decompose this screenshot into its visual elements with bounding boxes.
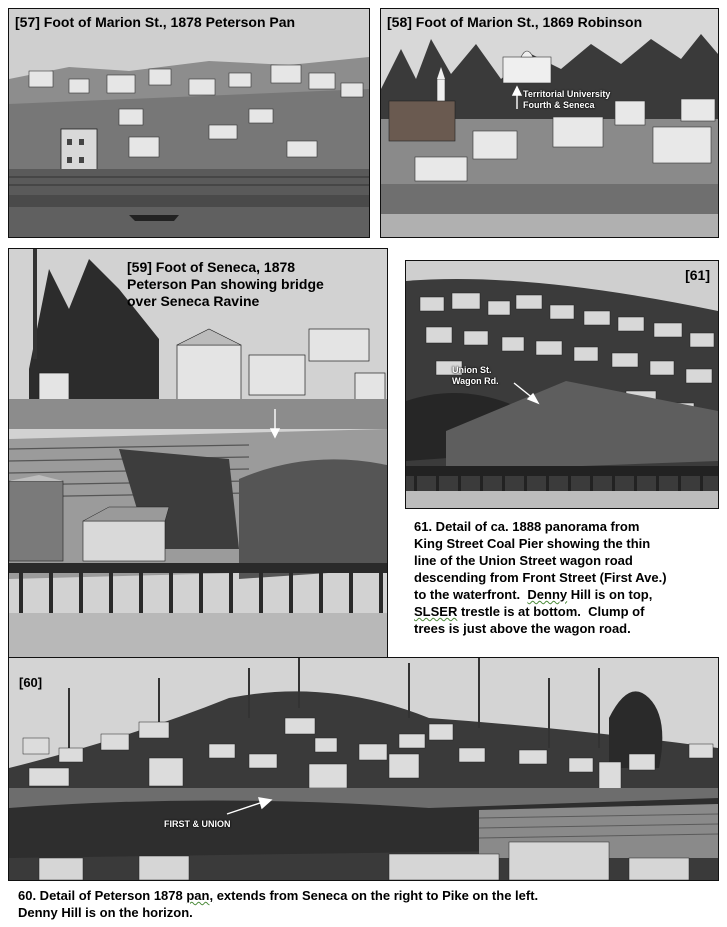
caption-line [414,603,719,620]
caption-line: King Street Coal Pier showing the thin [414,536,651,551]
caption-line: Denny Hill is on the horizon. [18,905,193,920]
photo-57-image [9,9,369,237]
photo-57-title: [57] Foot of Marion St., 1878 Peterson Pan [15,14,296,30]
title-line: [59] Foot of Seneca, 1878 [127,259,296,275]
photo-61-title: [61] [685,267,710,283]
photo-61-annotation-wagon-road [452,365,499,387]
photo-57-foot-of-marion-1878 [8,8,370,238]
photo-58-foot-of-marion-1869 [380,8,719,238]
caption-line [18,887,718,904]
caption-text: extends from Seneca on the right to Pike on the left. [213,888,539,903]
caption-text-flagged: pan, [186,888,214,903]
annotation-line: Union St. [452,365,492,375]
photo-60-image [9,658,718,880]
caption-61 [414,518,719,637]
annotation-line: Territorial University [523,89,611,99]
photo-59-image [9,249,387,657]
caption-line: 61. Detail of ca. 1888 panorama from [414,519,640,534]
caption-line: descending from Front Street (First Ave.) [414,570,667,585]
photo-59-title [127,259,324,310]
photo-61-union-street-wagon-road [405,260,719,509]
photo-60-peterson-1878-detail [8,657,719,881]
caption-text-flagged: Denny [527,587,568,602]
annotation-line: Fourth & Seneca [523,100,595,110]
caption-line [414,586,719,603]
photo-58-title: [58] Foot of Marion St., 1869 Robinson [387,14,643,30]
caption-text-flagged: SLSER [414,604,458,619]
caption-line: line of the Union Street wagon road [414,553,633,568]
title-line: over Seneca Ravine [127,293,260,309]
caption-60 [18,887,718,921]
caption-text: 60. Detail of Peterson 1878 [18,888,187,903]
caption-line: trees is just above the wagon road. [414,621,631,636]
caption-text: trestle is at bottom. Clump of [457,604,645,619]
caption-text: to the waterfront. [414,587,528,602]
photo-60-title: [60] [19,675,43,690]
caption-text: Hill is on top, [567,587,653,602]
photo-58-image [381,9,718,237]
photo-59-foot-of-seneca-1878 [8,248,388,658]
photo-58-annotation-university [523,89,610,111]
photo-60-annotation-first-union: FIRST & UNION [164,819,231,829]
title-line: Peterson Pan showing bridge [127,276,324,292]
annotation-line: Wagon Rd. [452,376,499,386]
